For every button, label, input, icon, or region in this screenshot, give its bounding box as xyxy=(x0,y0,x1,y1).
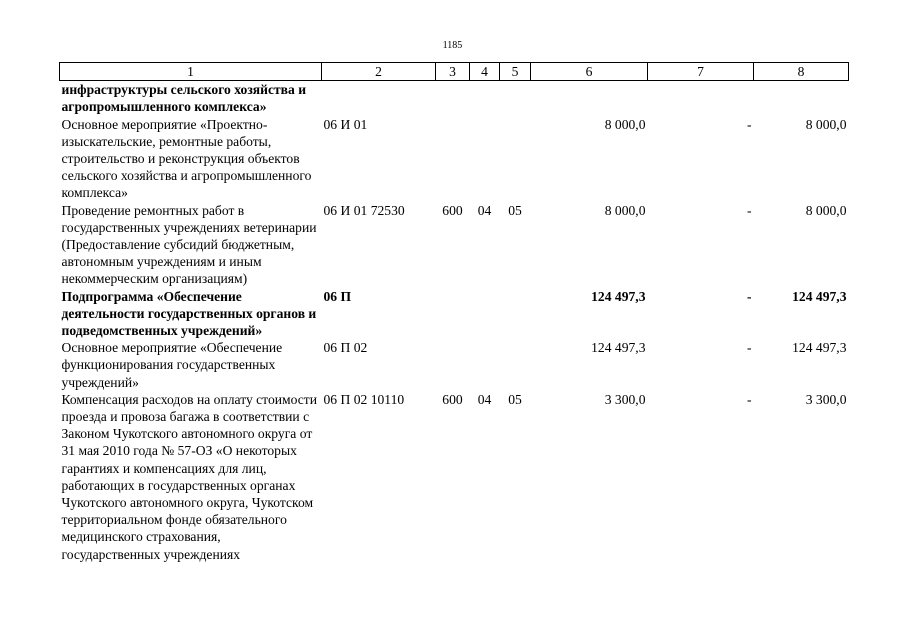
row-col6: 3 300,0 xyxy=(604,391,646,407)
row-pr: 05 xyxy=(508,202,522,218)
row-vr xyxy=(436,116,470,202)
row-code: 06 И 01 xyxy=(323,116,368,132)
row-vr: 600 xyxy=(442,202,463,218)
row-name: Компенсация расходов на оплату стоимости проезда и провоза багажа в соответствии с Законом Чукотского автономного округа от 31 мая 2010 года № 57-ОЗ «О некоторых гарантиях и компенсациях для лиц, работающих в государственных органах Чукотского автономного округа, Чукотском территориальном фонде обязательного медицинского страхования, государственных учреждениях xyxy=(61,391,317,562)
table-row xyxy=(60,202,849,288)
header-col-4: 4 xyxy=(470,63,500,81)
header-col-2: 2 xyxy=(322,63,436,81)
row-col6: 124 497,3 xyxy=(591,340,646,356)
row-col8: 124 497,3 xyxy=(792,288,847,304)
table-row xyxy=(60,288,849,340)
table-header-row xyxy=(60,63,849,81)
header-col-8: 8 xyxy=(754,63,849,81)
row-name: Основное мероприятие «Проектно-изыскательские, ремонтные работы, строительство и реконструкция объектов сельского хозяйства и агропромышленного комплекса» xyxy=(61,116,312,201)
row-col6: 8 000,0 xyxy=(604,116,646,132)
row-code: 06 П xyxy=(323,288,352,304)
row-rz: 04 xyxy=(477,391,492,407)
row-rz: 04 xyxy=(477,202,492,218)
row-pr xyxy=(500,288,531,340)
header-col-6: 6 xyxy=(531,63,648,81)
row-col8: 124 497,3 xyxy=(792,340,847,356)
row-col6 xyxy=(531,81,648,116)
row-col8: 3 300,0 xyxy=(805,391,847,407)
row-code: 06 П 02 10110 xyxy=(323,391,405,407)
row-code xyxy=(322,81,436,116)
row-col7 xyxy=(648,81,754,116)
row-col7: - xyxy=(746,288,752,304)
table-row xyxy=(60,339,849,391)
header-col-3: 3 xyxy=(436,63,470,81)
table-body xyxy=(60,81,849,563)
row-name: Основное мероприятие «Обеспечение функционирования государственных учреждений» xyxy=(61,340,283,390)
row-pr xyxy=(500,81,531,116)
row-col8: 8 000,0 xyxy=(805,202,847,218)
row-col7: - xyxy=(746,116,752,132)
table-row xyxy=(60,116,849,202)
row-name: инфраструктуры сельского хозяйства и агропромышленного комплекса» xyxy=(61,82,307,115)
row-rz xyxy=(470,116,500,202)
row-rz xyxy=(470,81,500,116)
row-col6: 8 000,0 xyxy=(604,202,646,218)
row-col6: 124 497,3 xyxy=(591,288,646,304)
row-rz xyxy=(470,288,500,340)
row-code: 06 П 02 xyxy=(323,340,368,356)
header-col-7: 7 xyxy=(648,63,754,81)
table-row xyxy=(60,81,849,116)
page-number: 1185 xyxy=(442,40,463,51)
row-pr xyxy=(500,339,531,391)
row-col8: 8 000,0 xyxy=(805,116,847,132)
header-col-1: 1 xyxy=(60,63,322,81)
row-col7: - xyxy=(746,202,752,218)
row-vr: 600 xyxy=(442,391,463,407)
row-code: 06 И 01 72530 xyxy=(323,202,405,218)
row-col8 xyxy=(754,81,849,116)
row-rz xyxy=(470,339,500,391)
budget-table xyxy=(59,62,849,563)
row-pr: 05 xyxy=(508,391,522,407)
row-vr xyxy=(436,81,470,116)
row-vr xyxy=(436,339,470,391)
header-col-5: 5 xyxy=(500,63,531,81)
table-row xyxy=(60,391,849,563)
row-col7: - xyxy=(746,340,752,356)
row-name: Подпрограмма «Обеспечение деятельности государственных органов и подведомственных учреждений» xyxy=(61,288,317,339)
row-name: Проведение ремонтных работ в государственных учреждениях ветеринарии (Предоставление субсидий бюджетным, автономным учреждениям и иным некоммерческим организациям) xyxy=(61,202,317,287)
row-pr xyxy=(500,116,531,202)
row-col7: - xyxy=(746,391,752,407)
row-vr xyxy=(436,288,470,340)
